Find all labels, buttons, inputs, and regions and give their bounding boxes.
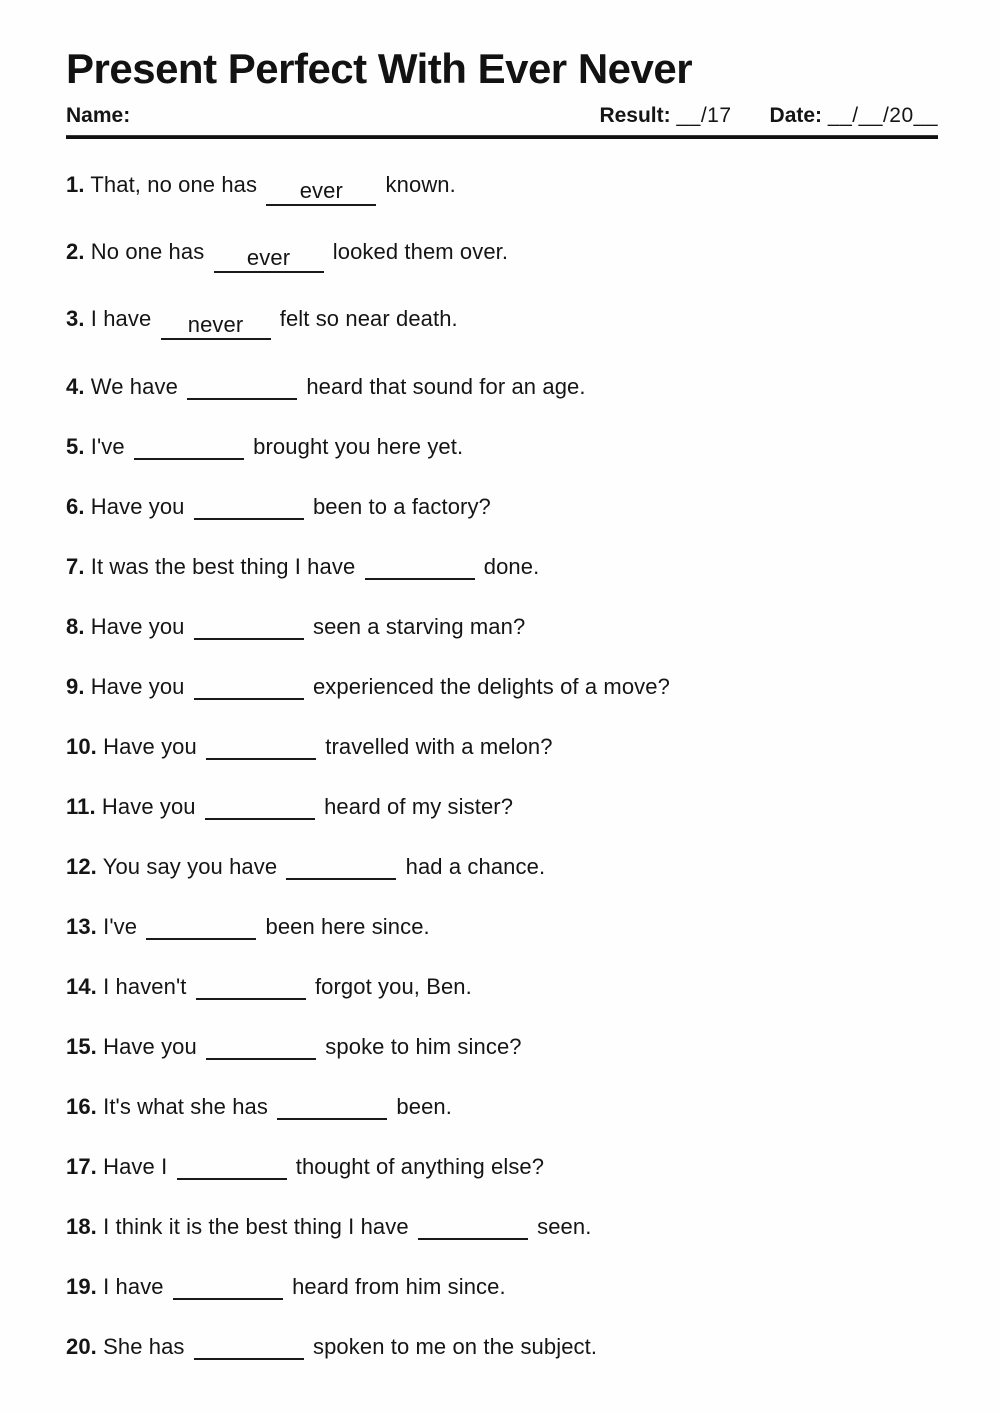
result-value: __/17 [676,104,732,127]
question-post-text: known. [385,172,456,197]
question-pre-text: Have you [90,674,185,699]
header-meta-row [66,103,938,129]
question-number: 18. [66,1214,97,1239]
question-post-text: been. [396,1094,452,1119]
question-row [66,612,938,640]
answer-blank[interactable] [177,1152,287,1180]
question-number: 20. [66,1334,97,1359]
question-post-text: heard from him since. [292,1274,506,1299]
question-row [66,1092,938,1120]
answer-blank[interactable] [214,245,324,273]
question-post-text: felt so near death. [279,306,458,331]
date-field [770,103,938,129]
question-row [66,171,938,206]
question-post-text: done. [483,554,540,579]
question-row [66,912,938,940]
question-row [66,672,938,700]
question-post-text: spoken to me on the subject. [312,1334,598,1359]
answer-blank[interactable] [196,972,306,1000]
result-field [599,103,731,129]
question-row [66,1332,938,1360]
answer-blank[interactable] [194,672,304,700]
question-pre-text: Have you [103,734,197,759]
question-post-text: had a chance. [405,854,546,879]
question-post-text: seen. [537,1214,592,1239]
answer-blank[interactable] [134,432,244,460]
question-list [66,171,938,1360]
question-number: 11. [66,794,96,819]
question-row [66,238,938,273]
date-value: __/__/20__ [827,104,938,127]
date-label: Date: [769,104,823,127]
question-number: 15. [66,1034,97,1059]
header-meta-right [599,103,938,129]
header-divider [66,135,938,139]
question-post-text: spoke to him since? [325,1034,522,1059]
question-pre-text: We have [90,374,178,399]
question-number: 1. [66,172,85,197]
answer-blank[interactable] [187,372,297,400]
answer-blank[interactable] [365,552,475,580]
question-post-text: brought you here yet. [253,434,464,459]
question-pre-text: Have I [103,1154,168,1179]
answer-blank[interactable] [173,1272,283,1300]
question-pre-text: I have [103,1274,164,1299]
question-pre-text: I have [90,306,152,331]
answer-text: ever [299,178,343,203]
question-pre-text: I've [90,434,125,459]
question-number: 14. [66,974,97,999]
question-number: 3. [66,306,85,331]
question-number: 9. [66,674,85,699]
answer-blank[interactable] [194,1332,304,1360]
question-post-text: forgot you, Ben. [314,974,472,999]
answer-blank[interactable] [266,178,376,206]
answer-blank[interactable] [206,1032,316,1060]
question-post-text: heard that sound for an age. [306,374,586,399]
question-post-text: been here since. [265,914,430,939]
question-number: 16. [66,1094,97,1119]
question-post-text: heard of my sister? [324,794,514,819]
question-pre-text: I've [103,914,138,939]
question-post-text: thought of anything else? [295,1154,545,1179]
answer-blank[interactable] [418,1212,528,1240]
question-row [66,552,938,580]
answer-blank[interactable] [161,312,271,340]
question-row [66,1272,938,1300]
question-row [66,1212,938,1240]
answer-blank[interactable] [277,1092,387,1120]
question-row [66,852,938,880]
name-field [66,103,130,129]
answer-blank[interactable] [146,912,256,940]
question-pre-text: Have you [90,494,185,519]
question-row [66,492,938,520]
question-number: 6. [66,494,85,519]
question-pre-text: I haven't [103,974,187,999]
question-row [66,792,938,820]
question-row [66,432,938,460]
name-label: Name: [66,104,131,127]
question-pre-text: No one has [90,239,205,264]
question-row [66,732,938,760]
question-number: 7. [66,554,85,579]
question-pre-text: Have you [103,1034,197,1059]
question-number: 19. [66,1274,97,1299]
question-number: 4. [66,374,85,399]
question-post-text: seen a starving man? [312,614,526,639]
answer-text: never [187,312,244,337]
question-row [66,305,938,340]
page-title: Present Perfect With Ever Never [66,45,693,92]
question-pre-text: It's what she has [103,1094,268,1119]
question-number: 12. [66,854,97,879]
question-number: 10. [66,734,97,759]
answer-blank[interactable] [286,852,396,880]
question-pre-text: She has [103,1334,185,1359]
question-pre-text: That, no one has [90,172,258,197]
result-label: Result: [599,104,671,127]
question-pre-text: I think it is the best thing I have [103,1214,409,1239]
question-pre-text: You say you have [102,854,278,879]
answer-text: ever [246,245,291,270]
question-row [66,972,938,1000]
question-post-text: experienced the delights of a move? [312,674,670,699]
answer-blank[interactable] [206,732,316,760]
question-post-text: travelled with a melon? [325,734,553,759]
question-number: 13. [66,914,97,939]
question-number: 17. [66,1154,97,1179]
question-row [66,372,938,400]
question-post-text: looked them over. [332,239,509,264]
answer-blank[interactable] [194,492,304,520]
question-number: 2. [66,239,85,264]
question-row [66,1152,938,1180]
question-number: 5. [66,434,85,459]
question-number: 8. [66,614,85,639]
answer-blank[interactable] [205,792,315,820]
question-pre-text: Have you [101,794,196,819]
question-pre-text: Have you [90,614,185,639]
question-pre-text: It was the best thing I have [90,554,356,579]
question-post-text: been to a factory? [312,494,491,519]
question-row [66,1032,938,1060]
answer-blank[interactable] [194,612,304,640]
